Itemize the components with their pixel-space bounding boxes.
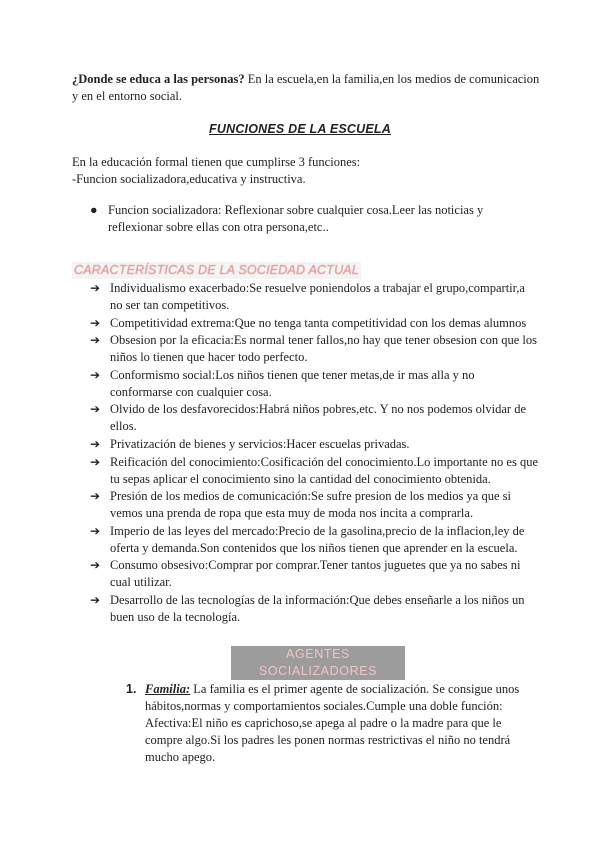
item-text: La familia es el primer agente de socialización. Se consigue unos hábitos,normas y comportamientos sociales.Cumple una doble función: Afectiva:El niño es caprichoso,se apega al padre o la madre para que le compre algo.Si los padres les ponen normas restrictivas el niño no tendrá mucho apego.: [145, 682, 520, 764]
list-item-text: Conformismo social:Los niños tienen que tener metas,de ir mas alla y no conformarse con cualquier cosa.: [110, 367, 475, 399]
section-title-agentes: AGENTES SOCIALIZADORES: [231, 646, 405, 680]
intro-line-1: En la educación formal tienen que cumplirse 3 funciones:: [72, 155, 361, 169]
arrow-icon: ➔: [90, 402, 101, 417]
bullet-item: [90, 202, 530, 236]
list-item-text: Reificación del conocimiento:Cosificación del conocimiento.Lo importante no es que tu sepas aplicar el conocimiento sino la cantidad del conocimiento obtenida.: [110, 454, 538, 486]
question-answer: En la escuela,en la familia,en los medios de comunicacion y en el entorno social.: [72, 72, 540, 103]
list-item: [90, 454, 540, 488]
list-item-text: Desarrollo de las tecnologías de la información:Que debes enseñarle a los niños un buen uso de la tecnología.: [110, 592, 525, 624]
intro-paragraph: [72, 154, 542, 188]
list-item: [90, 523, 540, 557]
list-item-text: Imperio de las leyes del mercado:Precio de la gasolina,precio de la inflacion,ley de oferta y demanda.Son contenidos que los niños tienen que aprender en la escuela.: [110, 523, 525, 555]
bullet-text: Funcion socializadora: Reflexionar sobre cualquier cosa.Leer las noticias y reflexionar sobre ellas con otra persona,etc..: [108, 203, 484, 234]
section-title-caracteristicas: CARACTERÍSTICAS DE LA SOCIEDAD ACTUAL: [74, 263, 359, 277]
arrow-icon: ➔: [90, 333, 101, 348]
section-title-funciones: FUNCIONES DE LA ESCUELA: [209, 122, 391, 136]
list-item: [90, 280, 540, 314]
question-heading: ¿Donde se educa a las personas?: [72, 72, 245, 86]
intro-line-2: -Funcion socializadora,educativa y instructiva.: [72, 172, 306, 186]
item-body: [145, 681, 520, 766]
arrow-icon: ➔: [90, 436, 101, 451]
question-paragraph: [72, 71, 542, 105]
list-item: [90, 557, 540, 591]
list-item-text: Olvido de los desfavorecidos:Habrá niños pobres,etc. Y no nos podemos olvidar de ellos.: [110, 402, 526, 434]
list-item: [90, 315, 540, 332]
item-number: 1.: [126, 682, 137, 696]
arrow-icon: ➔: [90, 523, 101, 538]
numbered-item: [126, 681, 526, 766]
item-term: Familia:: [145, 682, 191, 696]
bullet-dot-icon: ●: [90, 203, 98, 217]
list-item: [90, 592, 540, 626]
arrow-icon: ➔: [90, 367, 101, 382]
list-item-text: Obsesion por la eficacia:Es normal tener fallos,no hay que tener obsesion con que los niños lo tienen que hacer todo perfecto.: [110, 333, 537, 365]
list-item: [90, 401, 540, 435]
arrow-icon: ➔: [90, 315, 101, 330]
list-item-text: Presión de los medios de comunicación:Se sufre presion de los medios ya que si vemos una prenda de ropa que esta muy de moda nos incita a comprarla.: [110, 489, 511, 521]
list-item-text: Individualismo exacerbado:Se resuelve poniendolos a trabajar el grupo,compartir,a no ser tan competitivos.: [110, 281, 525, 312]
arrow-icon: ➔: [90, 558, 101, 573]
list-item-text: Competitividad extrema:Que no tenga tanta competitividad con los demas alumnos: [110, 315, 527, 330]
characteristics-list: [90, 280, 540, 627]
arrow-icon: ➔: [90, 592, 101, 607]
arrow-icon: ➔: [90, 281, 101, 295]
list-item-text: Consumo obsesivo:Comprar por comprar.Tener tantos juguetes que ya no sabes ni cual utilizar.: [110, 558, 521, 590]
list-item: [90, 488, 540, 522]
arrow-icon: ➔: [90, 489, 101, 504]
arrow-icon: ➔: [90, 454, 101, 469]
list-item: [90, 332, 540, 366]
list-item-text: Privatización de bienes y servicios:Hacer escuelas privadas.: [110, 436, 410, 451]
list-item: [90, 436, 540, 453]
list-item: [90, 367, 540, 401]
